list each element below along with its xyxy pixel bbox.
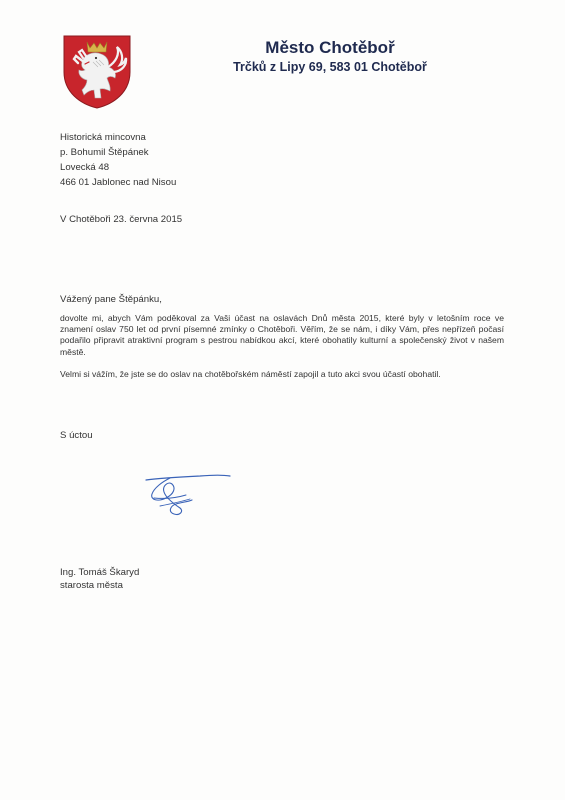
date-line: V Chotěboři 23. června 2015 bbox=[60, 214, 183, 225]
city-address: Trčků z Lipy 69, 583 01 Chotěboř bbox=[233, 60, 427, 74]
salutation: Vážený pane Štěpánku, bbox=[60, 294, 162, 305]
recipient-line-name: p. Bohumil Štěpánek bbox=[60, 147, 149, 158]
recipient-address-block bbox=[60, 130, 176, 190]
letter-body bbox=[60, 313, 504, 380]
closing: S úctou bbox=[60, 430, 93, 441]
recipient-line-organization: Historická mincovna bbox=[60, 132, 146, 143]
signer-name: Ing. Tomáš Škaryd bbox=[60, 567, 140, 578]
body-paragraph: Velmi si vážím, že jste se do oslav na chotěbořském náměstí zapojil a tuto akci svou účastí obohatil. bbox=[60, 368, 441, 379]
body-paragraph: dovolte mi, abych Vám poděkoval za Vaši účast na oslavách Dnů města 2015, které byly v letošním roce ve znamení oslav 750 let od první písemné zmínky o Chotěboři. Věřím, že se nám, i díky Vám, přes nepřízeň počasí podařilo připravit atraktivní program s pestrou nabídkou akcí, které obohatily kulturní a společenský život v našem městě. bbox=[60, 313, 504, 357]
recipient-line-city: 466 01 Jablonec nad Nisou bbox=[60, 177, 177, 188]
recipient-line-street: Lovecká 48 bbox=[60, 162, 110, 173]
signer-title: starosta města bbox=[60, 580, 123, 591]
city-name-heading: Město Chotěboř bbox=[265, 38, 395, 57]
handwritten-signature-icon bbox=[140, 468, 235, 518]
signer-block bbox=[60, 566, 139, 592]
